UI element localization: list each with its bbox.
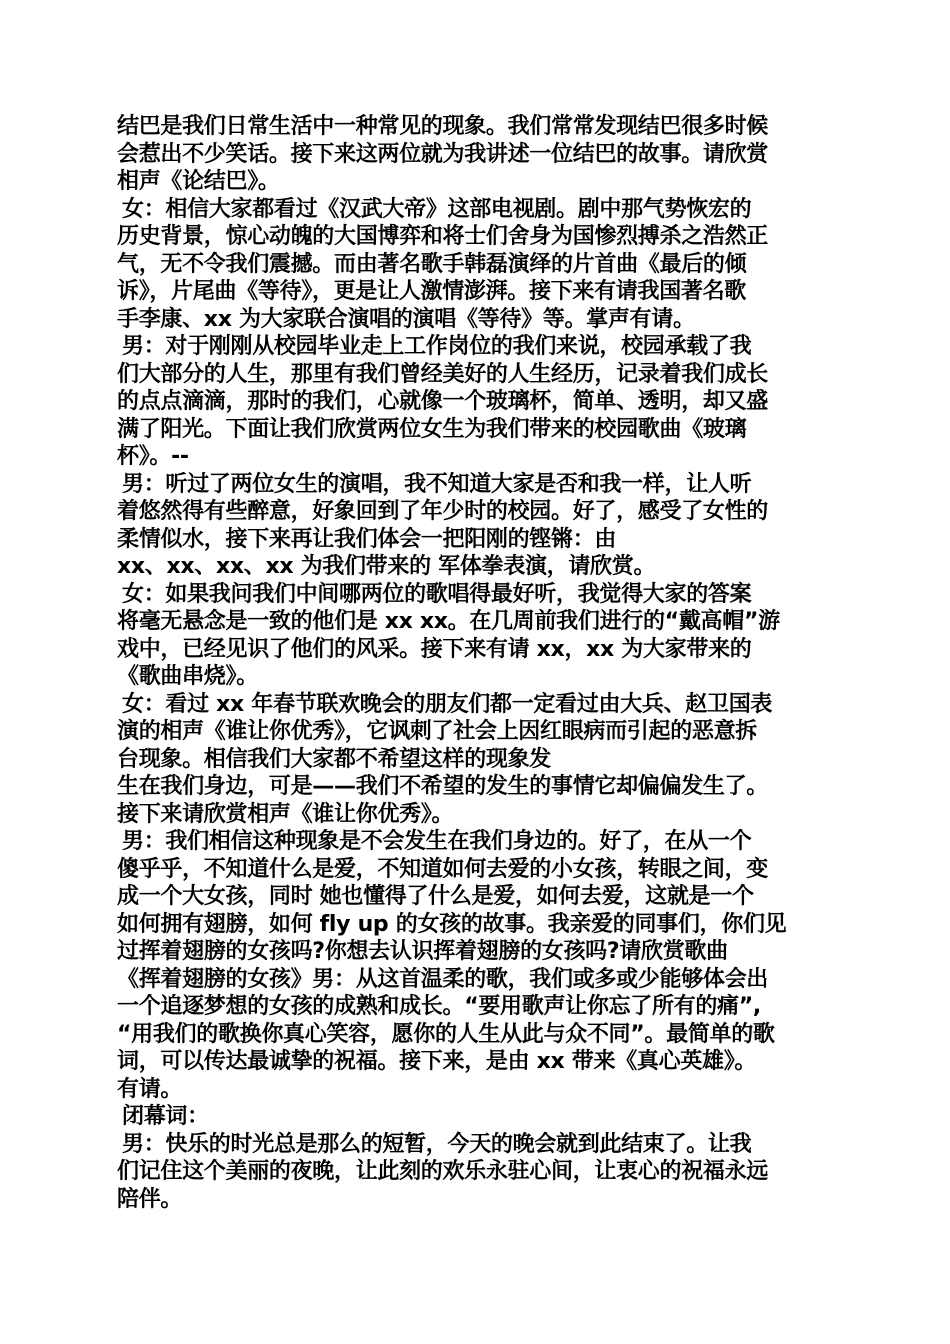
text-line: 的点点滴滴，那时的我们，心就像一个玻璃杯，简单、透明，却又盛: [117, 389, 769, 414]
text-line: 历史背景，惊心动魄的大国博弈和将士们舍身为国惨烈搏杀之浩然正: [117, 224, 769, 249]
text-line: 男：听过了两位女生的演唱，我不知道大家是否和我一样，让人听: [122, 471, 752, 497]
text-line: 诉》，片尾曲《等待》，更是让人激情澎湃。接下来有请我国著名歌: [117, 279, 747, 304]
text-line: 女：相信大家都看过《汉武大帝》这部电视剧。剧中那气势恢宏的: [122, 196, 752, 222]
text-line: 过挥着翅膀的女孩吗?你想去认识挥着翅膀的女孩吗?请欣赏歌曲: [117, 939, 728, 964]
text-line: 杯》。--: [117, 444, 189, 469]
text-line: 生在我们身边，可是——我们不希望的发生的事情它却偏偏发生了。: [117, 774, 769, 799]
text-line: 女：如果我问我们中间哪两位的歌唱得最好听，我觉得大家的答案: [122, 581, 752, 607]
text-line: 词，可以传达最诚挚的祝福。接下来，是由 xx 带来《真心英雄》。: [117, 1049, 757, 1074]
text-line: 傻乎乎，不知道什么是爱，不知道如何去爱的小女孩，转眼之间，变: [117, 856, 769, 882]
text-line: 男：快乐的时光总是那么的短暂，今天的晚会就到此结束了。让我: [122, 1131, 752, 1157]
text-line: 如何拥有翅膀，如何 fly up 的女孩的故事。我亲爱的同事们，你们见: [117, 911, 787, 937]
text-line: “用我们的歌换你真心笑容，愿你的人生从此与众不同”。最简单的歌: [117, 1021, 775, 1047]
text-line: 男：对于刚刚从校园毕业走上工作岗位的我们来说，校园承载了我: [122, 334, 752, 359]
text-line: 手李康、xx 为大家联合演唱的演唱《等待》等。掌声有请。: [117, 306, 695, 332]
text-line: 气，无不令我们震撼。而由著名歌手韩磊演绎的片首曲《最后的倾: [117, 251, 747, 277]
text-line: 演的相声《谁让你优秀》，它讽刺了社会上因红眼病而引起的恶意拆: [117, 719, 758, 744]
text-line: 陪伴。: [117, 1186, 183, 1212]
text-line: 女：看过 xx 年春节联欢晚会的朋友们都一定看过由大兵、赵卫国表: [122, 691, 773, 717]
text-line: 着悠然得有些醉意，好象回到了年少时的校园。好了，感受了女性的: [117, 499, 769, 524]
section-heading: 闭幕词：: [122, 1104, 209, 1129]
text-line: 柔情似水，接下来再让我们体会一把阳刚的铿锵：由: [117, 526, 617, 552]
text-line: 台现象。相信我们大家都不希望这样的现象发: [117, 746, 552, 772]
text-line: 满了阳光。下面让我们欣赏两位女生为我们带来的校园歌曲《玻璃: [117, 416, 747, 442]
text-line: 有请。: [117, 1076, 183, 1102]
text-line: 相声《论结巴》。: [117, 169, 280, 194]
text-line: 一个追逐梦想的女孩的成熟和成长。“要用歌声让你忘了所有的痛”,: [117, 994, 761, 1019]
text-line: 接下来请欣赏相声《谁让你优秀》。: [117, 801, 454, 827]
text-line: 会惹出不少笑话。接下来这两位就为我讲述一位结巴的故事。请欣赏: [117, 141, 769, 167]
text-line: xx、xx、xx、xx 为我们带来的 军体拳表演，请欣赏。: [117, 554, 656, 579]
text-line: 们大部分的人生，那里有我们曾经美好的人生经历，记录着我们成长: [117, 361, 769, 387]
text-line: 成一个大女孩，同时 她也懂得了什么是爱，如何去爱，这就是一个: [117, 884, 754, 909]
text-line: 戏中，已经见识了他们的风采。接下来有请 xx，xx 为大家带来的: [117, 636, 752, 662]
text-line: 《挥着翅膀的女孩》男：从这首温柔的歌，我们或多或少能够体会出: [117, 966, 769, 992]
text-line: 结巴是我们日常生活中一种常见的现象。我们常常发现结巴很多时候: [117, 114, 769, 139]
text-line: 将毫无悬念是一致的他们是 xx xx。在几周前我们进行的“戴高帽”游: [117, 609, 780, 634]
text-line: 男：我们相信这种现象是不会发生在我们身边的。好了，在从一个: [122, 829, 752, 854]
document-body: [117, 113, 837, 1213]
text-line: 《歌曲串烧》。: [117, 664, 258, 689]
text-line: 们记住这个美丽的夜晚，让此刻的欢乐永驻心间，让衷心的祝福永远: [117, 1159, 769, 1184]
